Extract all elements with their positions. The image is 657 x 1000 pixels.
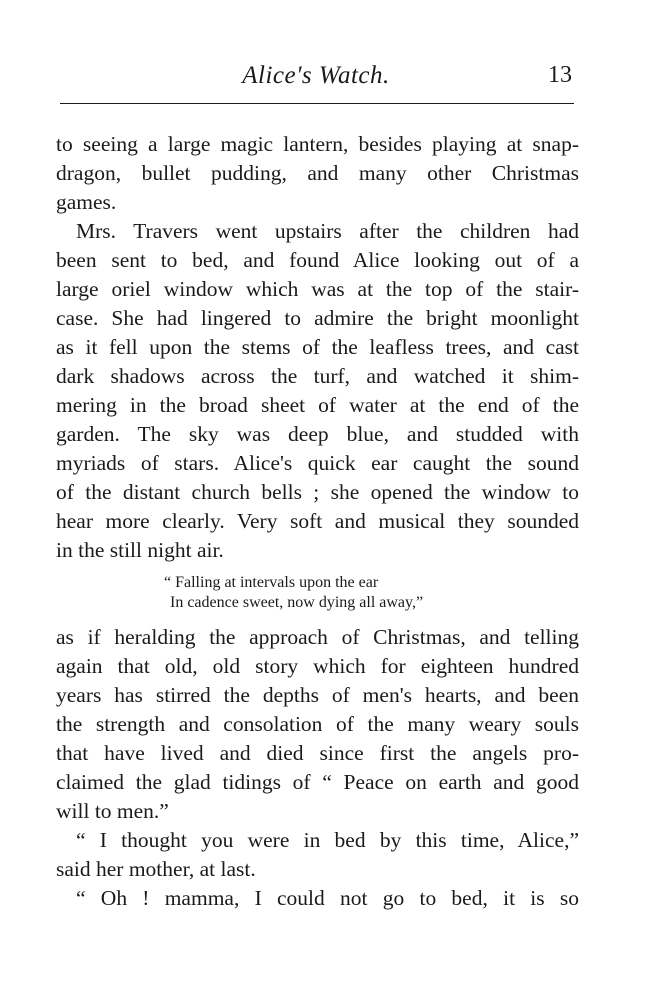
header-rule [60, 103, 574, 104]
text-line: myriads of stars. Alice's quick ear caught the sound [56, 451, 579, 475]
text-line: that have lived and died since first the angels pro- [56, 741, 579, 765]
running-head [56, 58, 576, 94]
verse-line: “ Falling at intervals upon the ear [164, 574, 379, 591]
text-line: “ I thought you were in bed by this time, Alice,” [76, 828, 579, 852]
running-title: Alice's Watch. [242, 62, 390, 89]
text-line: as it fell upon the stems of the leafless trees, and cast [56, 335, 579, 359]
text-line: again that old, old story which for eighteen hundred [56, 654, 579, 678]
text-line: games. [56, 190, 117, 214]
text-line: of the distant church bells ; she opened the window to [56, 480, 579, 504]
page-number: 13 [548, 62, 572, 88]
text-line: to seeing a large magic lantern, besides playing at snap- [56, 132, 579, 156]
text-line: Mrs. Travers went upstairs after the children had [76, 219, 579, 243]
verse-quotation [164, 573, 579, 613]
text-line: mering in the broad sheet of water at the end of the [56, 393, 579, 417]
body-text [56, 130, 579, 913]
text-line: claimed the glad tidings of “ Peace on earth and good [56, 770, 579, 794]
paragraph [56, 826, 579, 884]
text-line: case. She had lingered to admire the bright moonlight [56, 306, 579, 330]
paragraph [56, 884, 579, 913]
text-line: years has stirred the depths of men's hearts, and been [56, 683, 579, 707]
text-line: will to men.” [56, 799, 169, 823]
paragraph [56, 623, 579, 826]
text-line: dragon, bullet pudding, and many other Christmas [56, 161, 579, 185]
text-line: hear more clearly. Very soft and musical they sounded [56, 509, 579, 533]
verse-line: In cadence sweet, now dying all away,” [170, 594, 424, 611]
paragraph [56, 217, 579, 565]
text-line: as if heralding the approach of Christmas, and telling [56, 625, 579, 649]
text-line: the strength and consolation of the many weary souls [56, 712, 579, 736]
text-line: said her mother, at last. [56, 857, 256, 881]
text-line: dark shadows across the turf, and watched it shim- [56, 364, 579, 388]
text-line: garden. The sky was deep blue, and studded with [56, 422, 579, 446]
text-line: “ Oh ! mamma, I could not go to bed, it is so [76, 886, 579, 910]
text-line: been sent to bed, and found Alice looking out of a [56, 248, 579, 272]
paragraph [56, 130, 579, 217]
text-line: in the still night air. [56, 538, 224, 562]
text-line: large oriel window which was at the top of the stair- [56, 277, 579, 301]
